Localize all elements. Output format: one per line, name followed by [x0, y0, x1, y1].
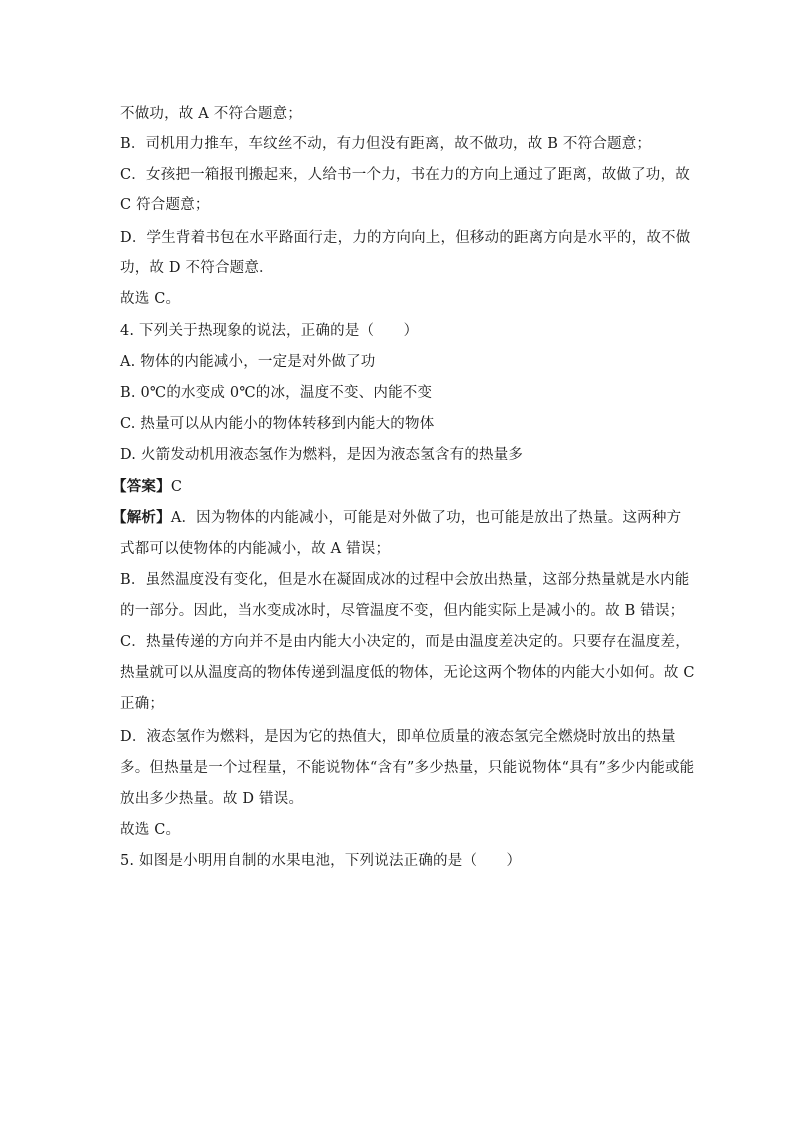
question-5-stem: 5. 如图是小明用自制的水果电池，下列说法正确的是（ ）	[120, 853, 522, 869]
text-line-7: 故选 C。	[120, 291, 181, 307]
text-line-2: B．司机用力推车，车纹丝不动，有力但没有距离，故不做功，故 B 不符合题意；	[120, 136, 652, 152]
answer-value: C	[170, 479, 183, 495]
analysis-line-8: D．液态氢作为燃料，是因为它的热值大，即单位质量的液态氢完全燃烧时放出的热量	[120, 729, 676, 745]
text-line-1: 不做功，故 A 不符合题意；	[120, 106, 302, 122]
analysis-line-3: B．虽然温度没有变化，但是水在凝固成冰的过程中会放出热量，这部分热量就是水内能	[120, 572, 690, 588]
question-4-option-d: D. 火箭发动机用液态氢作为燃料，是因为液态氢含有的热量多	[120, 447, 524, 463]
analysis-label: 【解析】	[112, 509, 171, 526]
text-line-5: D．学生背着书包在水平路面行走，力的方向向上，但移动的距离方向是水平的，故不做	[120, 230, 691, 246]
question-4-option-c: C. 热量可以从内能小的物体转移到内能大的物体	[120, 416, 435, 432]
text-line-6: 功，故 D 不符合题意．	[120, 260, 274, 276]
analysis-line-7: 正确；	[120, 696, 165, 712]
question-4-option-b: B. 0℃的水变成 0℃的冰，温度不变、内能不变	[120, 385, 433, 401]
answer-line	[112, 477, 182, 497]
question-4-stem: 4. 下列关于热现象的说法，正确的是（ ）	[120, 323, 419, 339]
analysis-line-5: C．热量传递的方向并不是由内能大小决定的，而是由温度差决定的。只要存在温度差，	[120, 634, 690, 650]
analysis-line-10: 放出多少热量。故 D 错误。	[120, 791, 304, 807]
text-line-3: C．女孩把一箱报刊搬起来，人给书一个力，书在力的方向上通过了距离，故做了功，故	[120, 167, 690, 183]
analysis-line-6: 热量就可以从温度高的物体传递到温度低的物体，无论这两个物体的内能大小如何。故 C	[120, 665, 695, 681]
answer-label: 【答案】	[112, 478, 171, 495]
analysis-line-9: 多。但热量是一个过程量，不能说物体“含有”多少热量，只能说物体“具有”多少内能或能	[120, 760, 695, 776]
analysis-line-4: 的一部分。因此，当水变成冰时，尽管温度不变，但内能实际上是减小的。故 B 错误；	[120, 603, 685, 619]
question-4-option-a: A. 物体的内能减小，一定是对外做了功	[120, 354, 376, 370]
conclusion-line: 故选 C。	[120, 822, 181, 838]
text-line-4: C 符合题意；	[120, 197, 210, 213]
analysis-text: A．因为物体的内能减小，可能是对外做了功，也可能是放出了热量。这两种方	[170, 510, 682, 526]
analysis-line-1	[112, 508, 681, 528]
analysis-line-2: 式都可以使物体的内能减小，故 A 错误；	[120, 541, 391, 557]
